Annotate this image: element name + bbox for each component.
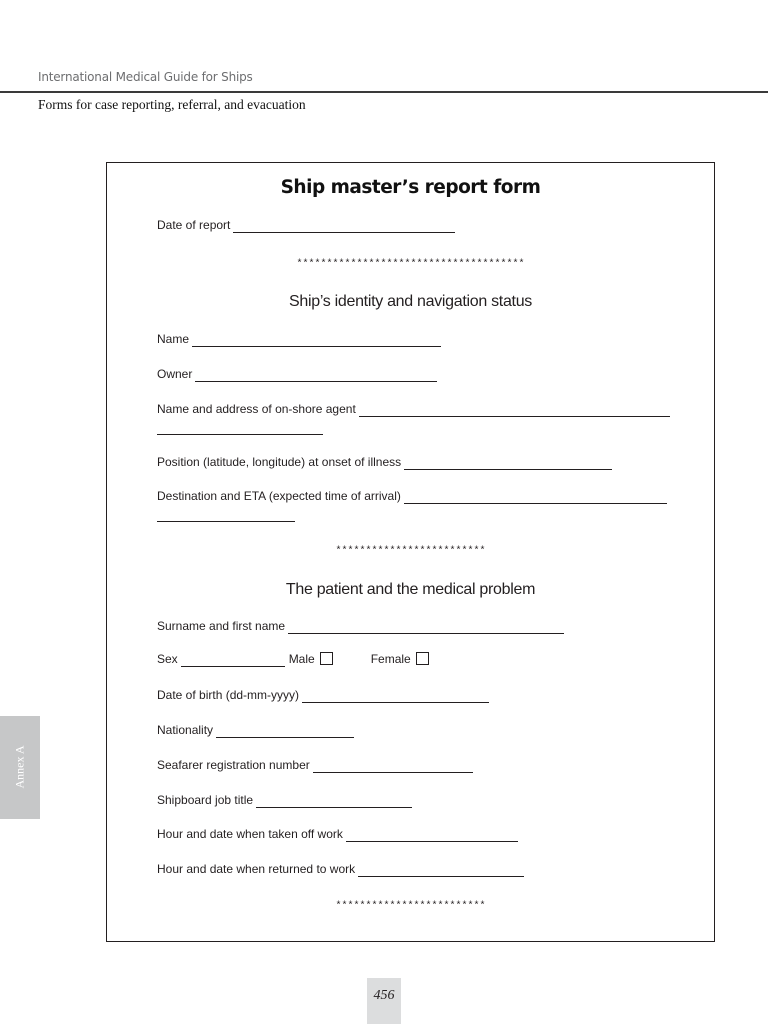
- surname-label: Surname and first name: [157, 619, 286, 633]
- dob-line[interactable]: [302, 690, 489, 703]
- agent-line[interactable]: [359, 404, 670, 417]
- destination-line-2[interactable]: [157, 509, 295, 522]
- position-field: [157, 454, 612, 470]
- running-head: International Medical Guide for Ships: [38, 70, 253, 84]
- position-line[interactable]: [404, 457, 612, 470]
- taken-off-work-label: Hour and date when taken off work: [157, 827, 343, 841]
- surname-line[interactable]: [288, 621, 564, 634]
- job-title-field: [157, 792, 412, 808]
- returned-to-work-field: [157, 861, 524, 877]
- divider-stars-1: **************************************: [296, 259, 525, 270]
- seafarer-registration-line[interactable]: [313, 760, 473, 773]
- destination-line[interactable]: [404, 491, 667, 504]
- date-of-report-field: [157, 217, 455, 233]
- male-checkbox[interactable]: [320, 652, 333, 665]
- owner-label: Owner: [157, 367, 193, 381]
- job-title-line[interactable]: [256, 795, 412, 808]
- page-number-tab: [367, 978, 401, 1024]
- returned-to-work-label: Hour and date when returned to work: [157, 862, 356, 876]
- annex-side-tab: [0, 716, 40, 819]
- annex-side-tab-label: Annex A: [12, 745, 27, 789]
- owner-line[interactable]: [195, 369, 437, 382]
- seafarer-registration-field: [157, 757, 473, 773]
- nationality-field: [157, 722, 354, 738]
- date-of-report-line[interactable]: [233, 220, 455, 233]
- section-title-patient: The patient and the medical problem: [285, 581, 536, 598]
- page-number: 456: [373, 988, 395, 1003]
- seafarer-registration-label: Seafarer registration number: [157, 758, 310, 772]
- destination-field-continuation: [157, 506, 295, 522]
- agent-field: [157, 401, 670, 417]
- agent-label: Name and address of on-shore agent: [157, 402, 356, 416]
- surname-field: [157, 618, 564, 634]
- header-rule: [0, 91, 768, 93]
- report-form: [106, 162, 715, 942]
- dob-label: Date of birth (dd-mm-yyyy): [157, 688, 300, 702]
- female-label: Female: [370, 652, 411, 666]
- agent-field-continuation: [157, 419, 323, 435]
- sex-field: [157, 651, 429, 667]
- divider-stars-3: *************************: [335, 901, 486, 912]
- dob-field: [157, 687, 489, 703]
- ship-name-label: Name: [157, 332, 190, 346]
- section-subtitle: Forms for case reporting, referral, and evacuation: [38, 97, 306, 112]
- sex-label: Sex: [157, 652, 178, 666]
- sex-line[interactable]: [181, 654, 285, 667]
- owner-field: [157, 366, 437, 382]
- section-title-ship-identity: Ship’s identity and navigation status: [289, 293, 532, 310]
- taken-off-work-field: [157, 826, 518, 842]
- destination-label: Destination and ETA (expected time of arrival): [157, 489, 401, 503]
- date-of-report-label: Date of report: [157, 218, 231, 232]
- taken-off-work-line[interactable]: [346, 829, 518, 842]
- nationality-label: Nationality: [157, 723, 214, 737]
- returned-to-work-line[interactable]: [358, 864, 524, 877]
- form-title: Ship master’s report form: [280, 177, 541, 198]
- job-title-label: Shipboard job title: [157, 793, 254, 807]
- divider-stars-2: *************************: [335, 546, 486, 557]
- nationality-line[interactable]: [216, 725, 354, 738]
- destination-field: [157, 488, 667, 504]
- position-label: Position (latitude, longitude) at onset of illness: [157, 455, 402, 469]
- ship-name-line[interactable]: [192, 334, 441, 347]
- ship-name-field: [157, 331, 441, 347]
- agent-line-2[interactable]: [157, 422, 323, 435]
- male-label: Male: [288, 652, 315, 666]
- female-checkbox[interactable]: [416, 652, 429, 665]
